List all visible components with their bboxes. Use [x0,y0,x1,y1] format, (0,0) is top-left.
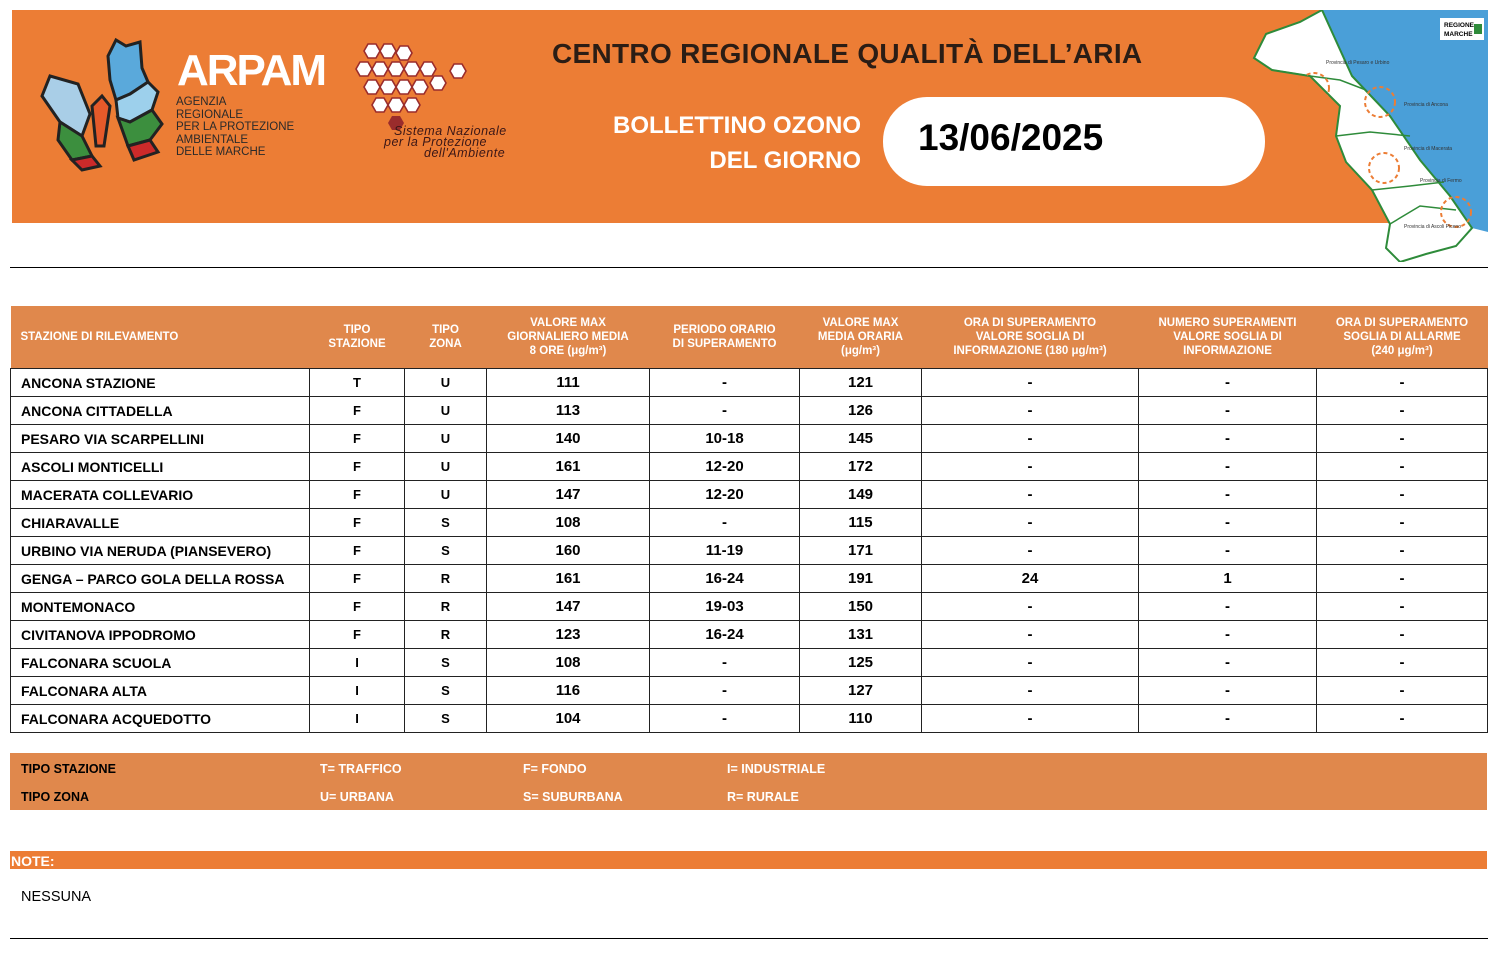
header-line: VALORE SOGLIA DI [1173,331,1282,343]
station-cell: FALCONARA SCUOLA [11,649,310,677]
table-row [11,621,1488,649]
arpam-description [176,96,316,159]
legend-station-type: F= FONDO [523,762,587,776]
period-cell: - [650,509,800,537]
legend-station-type: T= TRAFFICO [320,762,402,776]
alarm-hour-cell: - [1317,649,1488,677]
header-line: VALORE SOGLIA DI [975,331,1085,343]
arpam-desc-line: REGIONALE [176,108,244,121]
info-hour-cell: - [922,425,1139,453]
header-line: INFORMAZIONE (180 μg/m³) [953,345,1107,357]
header-line: (240 μg/m³) [1371,345,1433,357]
max-8h-cell: 108 [487,649,650,677]
info-count-cell: - [1139,677,1317,705]
max-8h-cell: 161 [487,453,650,481]
info-hour-cell: - [922,593,1139,621]
legend-zone-type: R= RURALE [727,790,799,804]
max-8h-cell: 161 [487,565,650,593]
type-station-cell: F [310,509,405,537]
info-hour-cell: - [922,705,1139,733]
notes-bar [10,851,1487,869]
arpam-desc-line: AMBIENTALE [176,133,248,146]
header-line: NUMERO SUPERAMENTI [1158,317,1297,329]
legend-station-type: I= INDUSTRIALE [727,762,826,776]
col-header-info-hour [922,306,1139,369]
max-hourly-cell: 127 [800,677,922,705]
type-station-cell: I [310,649,405,677]
max-hourly-cell: 115 [800,509,922,537]
info-count-cell: - [1139,593,1317,621]
info-count-cell: - [1139,509,1317,537]
alarm-hour-cell: - [1317,481,1488,509]
legend-box [10,753,1487,810]
notes-text: NESSUNA [21,889,92,905]
max-hourly-cell: 149 [800,481,922,509]
header-line: DI SUPERAMENTO [672,338,777,350]
type-station-cell: F [310,621,405,649]
header-line: PERIODO ORARIO [673,324,776,336]
snpa-line: Sistema Nazionale [394,124,507,138]
type-station-cell: T [310,369,405,397]
header-line: 8 ORE (μg/m³) [529,345,607,357]
snpa-name [384,126,574,159]
col-header-max-hourly [800,306,922,369]
station-cell: FALCONARA ALTA [11,677,310,705]
station-cell: GENGA – PARCO GOLA DELLA ROSSA [11,565,310,593]
province-label: Provincia di Ancona [1404,102,1448,108]
station-cell: CHIARAVALLE [11,509,310,537]
type-zone-cell: U [405,425,487,453]
header-banner [12,10,1488,230]
max-hourly-cell: 191 [800,565,922,593]
alarm-hour-cell: - [1317,509,1488,537]
station-cell: MACERATA COLLEVARIO [11,481,310,509]
info-count-cell: - [1139,453,1317,481]
province-label: Provincia di Macerata [1404,146,1453,152]
info-count-cell: - [1139,621,1317,649]
col-header-alarm-hour [1317,306,1488,369]
alarm-hour-cell: - [1317,425,1488,453]
alarm-hour-cell: - [1317,593,1488,621]
date-box [883,97,1265,186]
region-logo-line: MARCHE [1444,31,1473,38]
info-count-cell: - [1139,481,1317,509]
type-zone-cell: R [405,565,487,593]
type-zone-cell: S [405,705,487,733]
station-cell: CIVITANOVA IPPODROMO [11,621,310,649]
period-cell: - [650,397,800,425]
info-count-cell: - [1139,397,1317,425]
period-cell: 16-24 [650,565,800,593]
alarm-hour-cell: - [1317,397,1488,425]
province-label: Provincia di Fermo [1420,178,1462,184]
table-row [11,397,1488,425]
arpam-butterfly-logo [30,36,170,172]
period-cell: - [650,649,800,677]
info-count-cell: 1 [1139,565,1317,593]
alarm-hour-cell: - [1317,537,1488,565]
col-header-period [650,306,800,369]
table-row [11,705,1488,733]
info-hour-cell: - [922,621,1139,649]
table-row [11,537,1488,565]
col-header-type-station [310,306,405,369]
arpam-desc-line: DELLE MARCHE [176,146,266,158]
table-row [11,649,1488,677]
alarm-hour-cell: - [1317,369,1488,397]
arpam-name: ARPAM [177,46,326,95]
bulletin-title-line2: DEL GIORNO [709,147,861,174]
max-hourly-cell: 150 [800,593,922,621]
table-row [11,509,1488,537]
notes-label: NOTE: [11,853,55,869]
header-line: ORA DI SUPERAMENTO [963,317,1097,329]
info-hour-cell: 24 [922,565,1139,593]
divider-bottom [10,938,1488,939]
province-label: Provincia di Ascoli Piceno [1404,224,1461,230]
province-label: Provincia di Pesaro e Urbino [1326,60,1390,66]
station-cell: ANCONA STAZIONE [11,369,310,397]
info-hour-cell: - [922,481,1139,509]
type-station-cell: F [310,565,405,593]
alarm-hour-cell: - [1317,453,1488,481]
max-hourly-cell: 172 [800,453,922,481]
period-cell: 16-24 [650,621,800,649]
info-hour-cell: - [922,369,1139,397]
type-station-cell: F [310,593,405,621]
bulletin-title-line1: BOLLETTINO OZONO [613,112,861,139]
legend-zone-type: S= SUBURBANA [523,790,623,804]
header-line: STAZIONE [328,338,386,350]
type-zone-cell: U [405,369,487,397]
type-station-cell: I [310,677,405,705]
table-row [11,677,1488,705]
table-row [11,369,1488,397]
type-station-cell: F [310,397,405,425]
header-line: ORA DI SUPERAMENTO [1335,317,1469,329]
station-cell: ANCONA CITTADELLA [11,397,310,425]
type-zone-cell: S [405,649,487,677]
header-line: ZONA [429,338,462,350]
type-station-cell: F [310,425,405,453]
type-station-cell: I [310,705,405,733]
station-cell: FALCONARA ACQUEDOTTO [11,705,310,733]
type-zone-cell: U [405,397,487,425]
table-body [11,369,1488,733]
type-zone-cell: R [405,593,487,621]
info-hour-cell: - [922,509,1139,537]
station-cell: MONTEMONACO [11,593,310,621]
alarm-hour-cell: - [1317,705,1488,733]
info-hour-cell: - [922,397,1139,425]
period-cell: - [650,705,800,733]
max-8h-cell: 116 [487,677,650,705]
type-station-cell: F [310,537,405,565]
legend-station-label: TIPO STAZIONE [21,762,116,776]
type-zone-cell: U [405,481,487,509]
center-title: CENTRO REGIONALE QUALITÀ DELL’ARIA [552,38,1143,69]
arpam-desc-line: AGENZIA [176,96,227,108]
header-line: TIPO [432,324,459,336]
info-hour-cell: - [922,537,1139,565]
period-cell: - [650,677,800,705]
period-cell: 10-18 [650,425,800,453]
max-hourly-cell: 131 [800,621,922,649]
snpa-line: dell'Ambiente [424,146,506,160]
legend-zone-label: TIPO ZONA [21,790,90,804]
alarm-hour-cell: - [1317,677,1488,705]
type-zone-cell: S [405,677,487,705]
info-count-cell: - [1139,705,1317,733]
period-cell: 12-20 [650,481,800,509]
header-line: TIPO [343,324,371,336]
table-header-row [11,306,1488,369]
info-hour-cell: - [922,649,1139,677]
max-8h-cell: 113 [487,397,650,425]
info-hour-cell: - [922,677,1139,705]
station-cell: PESARO VIA SCARPELLINI [11,425,310,453]
table-row [11,593,1488,621]
alarm-hour-cell: - [1317,621,1488,649]
type-zone-cell: R [405,621,487,649]
station-cell: ASCOLI MONTICELLI [11,453,310,481]
max-8h-cell: 160 [487,537,650,565]
table-row [11,425,1488,453]
alarm-hour-cell: - [1317,565,1488,593]
max-8h-cell: 108 [487,509,650,537]
info-count-cell: - [1139,425,1317,453]
header-line: VALORE MAX [822,317,899,329]
header-line: SOGLIA DI ALLARME [1343,331,1461,343]
max-hourly-cell: 126 [800,397,922,425]
table-row [11,481,1488,509]
max-8h-cell: 147 [487,481,650,509]
table-row [11,453,1488,481]
period-cell: 12-20 [650,453,800,481]
col-header-station: STAZIONE DI RILEVAMENTO [11,306,310,369]
region-logo-line: REGIONE [1444,22,1474,29]
header-line: MEDIA ORARIA [817,331,904,343]
type-station-cell: F [310,453,405,481]
legend-zone-type: U= URBANA [320,790,394,804]
marche-region-map [1240,10,1488,262]
header-line: INFORMAZIONE [1183,345,1272,357]
max-8h-cell: 111 [487,369,650,397]
header-line: (μg/m³) [841,345,880,357]
info-count-cell: - [1139,649,1317,677]
col-header-type-zone [405,306,487,369]
snpa-hexagon-logo [354,40,478,130]
max-hourly-cell: 125 [800,649,922,677]
period-cell: 11-19 [650,537,800,565]
snpa-line: per la Protezione [384,135,488,149]
station-cell: URBINO VIA NERUDA (PIANSEVERO) [11,537,310,565]
divider-top [10,267,1488,268]
period-cell: - [650,369,800,397]
header-line: VALORE MAX [530,317,606,329]
type-station-cell: F [310,481,405,509]
bulletin-date: 13/06/2025 [918,117,1104,158]
ozone-data-table [10,306,1488,733]
type-zone-cell: S [405,509,487,537]
type-zone-cell: U [405,453,487,481]
max-8h-cell: 147 [487,593,650,621]
col-header-max-8h [487,306,650,369]
max-8h-cell: 123 [487,621,650,649]
max-8h-cell: 104 [487,705,650,733]
info-hour-cell: - [922,453,1139,481]
table-row [11,565,1488,593]
header-line: GIORNALIERO MEDIA [507,331,629,343]
col-header-info-count [1139,306,1317,369]
max-hourly-cell: 145 [800,425,922,453]
type-zone-cell: S [405,537,487,565]
max-8h-cell: 140 [487,425,650,453]
max-hourly-cell: 171 [800,537,922,565]
info-count-cell: - [1139,537,1317,565]
max-hourly-cell: 121 [800,369,922,397]
arpam-desc-line: PER LA PROTEZIONE [176,121,295,133]
period-cell: 19-03 [650,593,800,621]
max-hourly-cell: 110 [800,705,922,733]
info-count-cell: - [1139,369,1317,397]
